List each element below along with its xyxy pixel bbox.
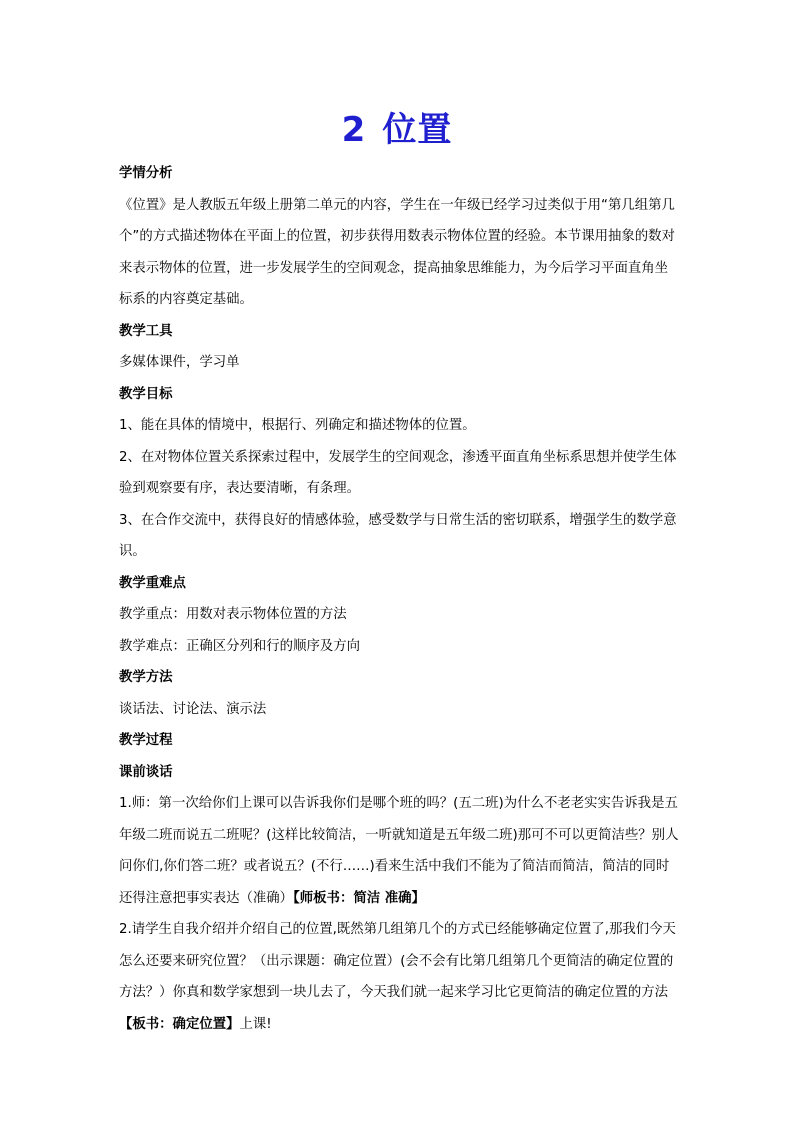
board-note-2: 【板书：确定位置】 [119, 1016, 240, 1032]
subheading-pre-class-talk: 课前谈话 [119, 764, 173, 780]
goal-item-3: 3、在合作交流中，获得良好的情感体验，感受数学与日常生活的密切联系，增强学生的数学意识。 [119, 512, 677, 559]
process-paragraph-2-text: 2.请学生自我介绍并介绍自己的位置,既然第几组第几个的方式已经能够确定位置了,那我们今天怎么还要来研究位置？（出示课题：确定位置）(会不会有比第几组第几个更简洁的确定位置的方法？）你真和数学家想到一块儿去了，今天我们就一起来学习比它更简洁的确定位置的方法 [119, 922, 676, 1000]
title-number: 2 [341, 110, 367, 150]
heading-analysis: 学情分析 [119, 166, 173, 181]
heading-process: 教学过程 [119, 733, 173, 748]
heading-methods: 教学方法 [119, 670, 173, 685]
paragraph-methods: 谈话法、讨论法、演示法 [119, 701, 267, 717]
paragraph-difficulty: 教学难点：正确区分列和行的顺序及方向 [119, 638, 361, 654]
paragraph-tools: 多媒体课件，学习单 [119, 355, 240, 370]
paragraph-key-point: 教学重点：用数对表示物体位置的方法 [119, 607, 347, 622]
document-body [119, 158, 679, 1040]
process-paragraph-1-text: 1.师：第一次给你们上课可以告诉我你们是哪个班的吗？(五二班)为什么不老老实实告诉我是五年级二班而说五二班呢？(这样比较简洁，一听就知道是五年级二班)那可不可以更简洁些？别人问你们,你们答二班？或者说五？(不行……)看来生活中我们不能为了简洁而简洁，简洁的同时还得注意把事实表达（准确） [119, 796, 679, 906]
title-text: 位置 [382, 110, 453, 150]
process-paragraph-2-end: 上课! [239, 1016, 272, 1032]
process-paragraph-1 [119, 788, 679, 914]
process-paragraph-2 [119, 914, 679, 1040]
page-title [0, 106, 794, 154]
goal-item-2: 2、在对物体位置关系探索过程中，发展学生的空间观念，渗透平面直角坐标系思想并使学生体验到观察要有序，表达要清晰，有条理。 [119, 449, 677, 496]
heading-keypoints: 教学重难点 [119, 575, 186, 591]
heading-tools: 教学工具 [119, 323, 173, 339]
heading-goals: 教学目标 [119, 386, 173, 402]
goal-item-1: 1、能在具体的情境中，根据行、列确定和描述物体的位置。 [119, 418, 476, 433]
paragraph-analysis: 《位置》是人教版五年级上册第二单元的内容，学生在一年级已经学习过类似于用“第几组第几个”的方式描述物体在平面上的位置，初步获得用数表示物体位置的经验。本节课用抽象的数对来表示物体的位置，进一步发展学生的空间观念，提高抽象思维能力，为今后学习平面直角坐标系的内容奠定基础。 [119, 197, 675, 307]
board-note-1: 【师板书：简洁 准确】 [293, 890, 425, 906]
